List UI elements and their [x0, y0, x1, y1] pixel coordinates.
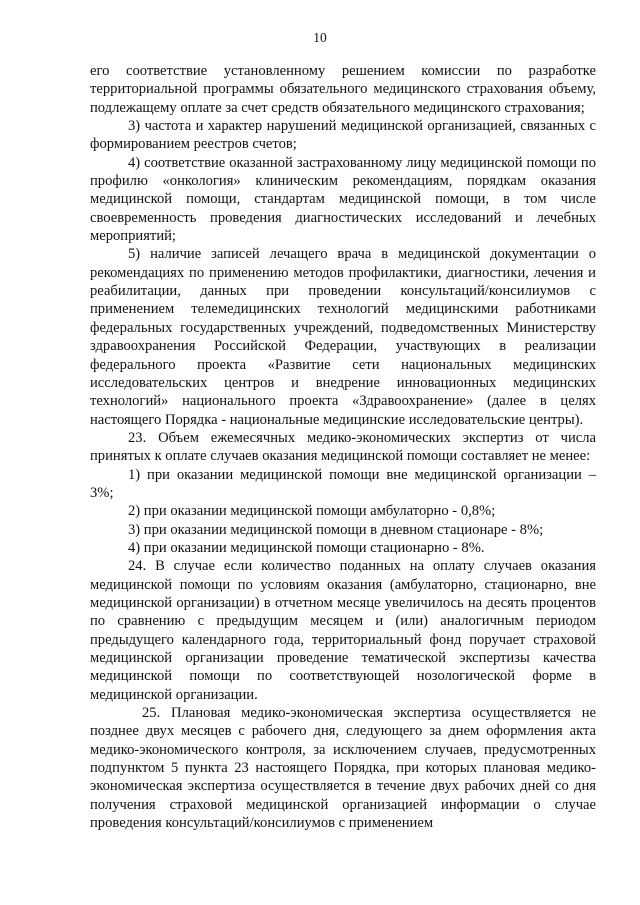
paragraph-clause-23: 23. Объем ежемесячных медико-экономических экспертиз от числа принятых к оплате случаев оказания медицинской помощи составляет не менее:	[90, 429, 596, 465]
paragraph-23-item-4: 4) при оказании медицинской помощи стационарно - 8%.	[128, 539, 485, 556]
document-body	[90, 62, 596, 832]
paragraph-23-item-2: 2) при оказании медицинской помощи амбулаторно - 0,8%;	[128, 503, 496, 520]
page-number: 10	[313, 30, 327, 45]
paragraph-23-item-3: 3) при оказании медицинской помощи в дневном стационаре - 8%;	[128, 521, 544, 538]
paragraph-clause-25: 25. Плановая медико-экономическая экспертиза осуществляется не позднее двух месяцев с рабочего дня, следующего за днем оформления акта медико-экономического контроля, за исключением случаев, предусмотренных подпунктом 5 пункта 23 настоящего Порядка, при которых плановая медико-экономическая экспертиза осуществляется в течение двух рабочих дней со дня получения страховой медицинской организацией информации о случае проведения консультаций/консилиумов с применением	[90, 705, 596, 832]
paragraph-23-item-1: 1) при оказании медицинской помощи вне медицинской организации – 3%;	[90, 466, 596, 501]
paragraph-item-4: 4) соответствие оказанной застрахованному лицу медицинской помощи по профилю «онкология» клиническим рекомендациям, порядкам оказания медицинской помощи, стандартам медицинской помощи, в том числе своевременность проведения диагностических исследований и лечебных мероприятий;	[90, 154, 596, 245]
paragraph-item-5: 5) наличие записей лечащего врача в медицинской документации о рекомендациях по применению методов профилактики, диагностики, лечения и реабилитации, данных при проведении консультаций/консилиумов с применением телемедицинских технологий медицинскими работниками федеральных государственных учреждений, подведомственных Министерству здравоохранения Российской Федерации, участвующих в реализации федерального проекта «Развитие сети национальных медицинских исследовательских центров и внедрение инновационных медицинских технологий» национального проекта «Здравоохранение» (далее в целях настоящего Порядка - национальные медицинские исследовательские центры).	[90, 246, 596, 428]
paragraph-item-3: 3) частота и характер нарушений медицинской организацией, связанных с формированием реестров счетов;	[90, 118, 596, 153]
paragraph-continuation: его соответствие установленному решением комиссии по разработке территориальной программы обязательного медицинского страхования объему, подлежащему оплате за счет средств обязательного медицинского страхования;	[90, 63, 596, 116]
paragraph-clause-24: 24. В случае если количество поданных на оплату случаев оказания медицинской помощи по условиям оказания (амбулаторно, стационарно, вне медицинской организации) в отчетном месяце увеличилось на десять процентов по сравнению с предыдущим месяцем и (или) аналогичным периодом предыдущего календарного года, территориальный фонд поручает страховой медицинской организации проведение тематической экспертизы качества медицинской помощи по соответствующей нозологической форме в медицинской организации.	[90, 558, 596, 703]
